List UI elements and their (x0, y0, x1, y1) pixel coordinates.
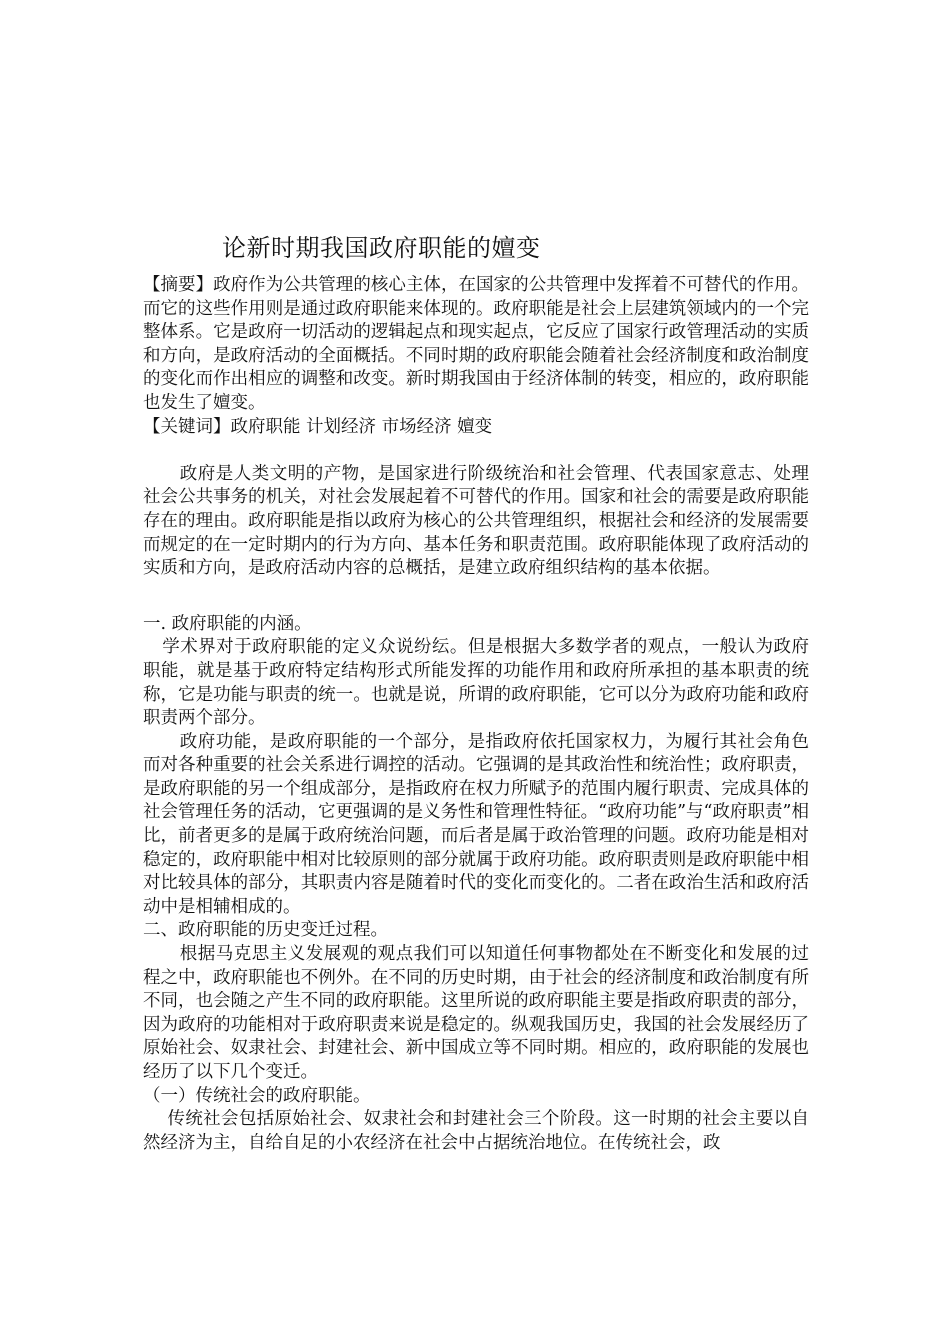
section2-heading: 二、政府职能的历史变迁过程。 (143, 920, 388, 941)
subsection1-paragraph-1: 传统社会包括原始社会、奴隶社会和封建社会三个阶段。这一时期的社会主要以自然经济为主，自给自足的小农经济在社会中占据统治地位。在传统社会，政 (143, 1109, 809, 1153)
intro-paragraph: 政府是人类文明的产物，是国家进行阶级统治和社会管理、代表国家意志、处理社会公共事务的机关，对社会发展起着不可替代的作用。国家和社会的需要是政府职能存在的理由。政府职能是指以政府为核心的公共管理组织，根据社会和经济的发展需要而规定的在一定时期内的行为方向、基本任务和职责范围。政府职能体现了政府活动的实质和方向，是政府活动内容的总概括，是建立政府组织结构的基本依据。 (143, 463, 809, 579)
spacer (143, 581, 809, 613)
keywords-line: 【关键词】政府职能 计划经济 市场经济 嬗变 (143, 416, 493, 437)
section1-paragraph-2: 政府功能，是政府职能的一个部分，是指政府依托国家权力，为履行其社会角色而对各种重要的社会关系进行调控的活动。它强调的是其政治性和统治性；政府职责，是政府职能的另一个组成部分，是指政府在权力所赋予的范围内履行职责、完成具体的社会管理任务的活动，它更强调的是义务性和管理性特征。“政府功能”与“政府职责”相比，前者更多的是属于政府统治问题，而后者是属于政治管理的问题。政府功能是相对稳定的，政府职能中相对比较原则的部分就属于政府功能。政府职责则是政府职能中相对比较具体的部分，其职责内容是随着时代的变化而变化的。二者在政治生活和政府活动中是相辅相成的。 (143, 731, 809, 917)
section1-paragraph-1: 学术界对于政府职能的定义众说纷纭。但是根据大多数学者的观点，一般认为政府职能，就是基于政府特定结构形式所能发挥的功能作用和政府所承担的基本职责的统称，它是功能与职责的统一。也就是说，所谓的政府职能，它可以分为政府功能和政府职责两个部分。 (143, 637, 809, 729)
subsection1-heading: （一）传统社会的政府职能。 (143, 1085, 371, 1106)
section1-heading: 一. 政府职能的内涵。 (143, 613, 312, 634)
document-title: 论新时期我国政府职能的嬗变 (222, 234, 541, 262)
document-body (143, 274, 809, 1155)
section2-paragraph-1: 根据马克思主义发展观的观点我们可以知道任何事物都处在不断变化和发展的过程之中，政府职能也不例外。在不同的历史时期，由于社会的经济制度和政治制度有所不同，也会随之产生不同的政府职能。这里所说的政府职能主要是指政府职责的部分，因为政府的功能相对于政府职责来说是稳定的。纵观我国历史，我国的社会发展经历了原始社会、奴隶社会、封建社会、新中国成立等不同时期。相应的，政府职能的发展也经历了以下几个变迁。 (143, 944, 809, 1082)
abstract-paragraph: 【摘要】政府作为公共管理的核心主体，在国家的公共管理中发挥着不可替代的作用。而它的这些作用则是通过政府职能来体现的。政府职能是社会上层建筑领域内的一个完整体系。它是政府一切活动的逻辑起点和现实起点，它反应了国家行政管理活动的实质和方向，是政府活动的全面概括。不同时期的政府职能会随着社会经济制度和政治制度的变化而作出相应的调整和改变。新时期我国由于经济体制的转变，相应的，政府职能也发生了嬗变。 (143, 275, 809, 413)
spacer (143, 439, 809, 463)
